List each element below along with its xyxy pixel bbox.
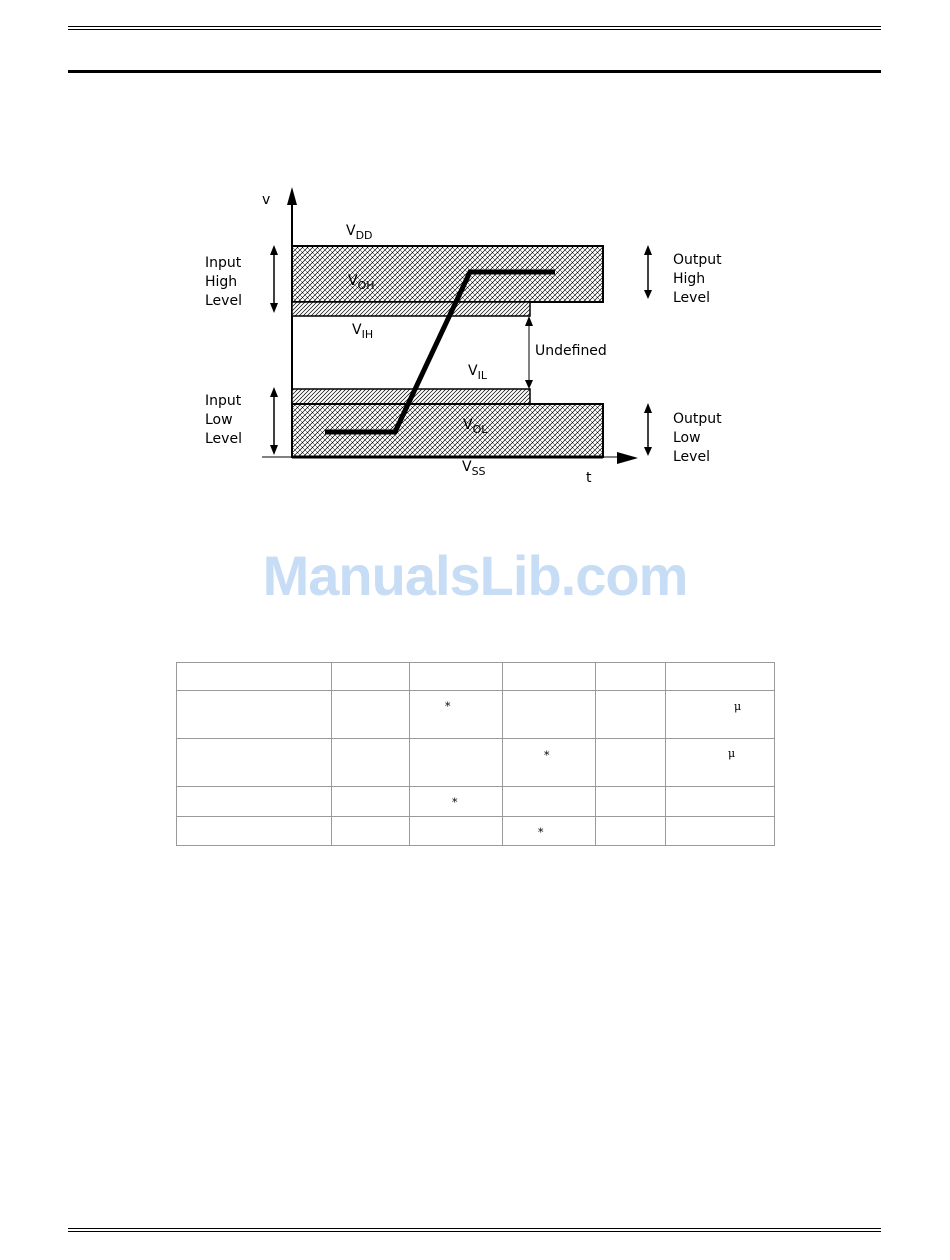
top-double-rule-2 [68,29,881,30]
output-high-arrow-up [644,245,652,255]
input-low-label: Input Low Level [205,393,242,447]
voh-label: $V_{OH}$ [348,273,375,292]
footer-double-rule-1 [68,1228,881,1229]
vil-label: $V_{IL}$ [468,363,487,382]
table-cell [596,691,666,739]
table-row [177,691,775,739]
table-cell: * [410,691,503,739]
table-cell: * [503,817,596,846]
table-cell [177,691,332,739]
table-cell [177,739,332,787]
table-cell [332,787,410,817]
output-low-arrow-down [644,447,652,456]
table-cell [177,663,332,691]
input-low-arrow-down [270,445,278,455]
table-cell [410,817,503,846]
table-cell: * [410,787,503,817]
table-cell [177,787,332,817]
undefined-arrow-up [525,316,533,326]
table-cell: μ [666,739,775,787]
table-cell [332,817,410,846]
undefined-arrow-down [525,380,533,389]
vss-label: $V_{SS}$ [462,459,486,478]
table-cell [596,739,666,787]
table-cell [410,739,503,787]
axis-t-label: t [586,470,592,486]
output-high-arrow-down [644,290,652,299]
axis-v-label: v [262,192,271,208]
input-high-band [292,302,530,316]
table-cell [503,663,596,691]
output-high-band [292,246,603,302]
spec-table [176,662,775,846]
input-high-arrow-down [270,303,278,313]
table-cell: μ [666,691,775,739]
table-cell [596,663,666,691]
vih-label: $V_{IH}$ [352,322,374,341]
v-axis-arrow [287,187,297,205]
vdd-label: $V_{DD}$ [346,223,373,242]
table-row [177,663,775,691]
table-cell [596,787,666,817]
table-cell [503,691,596,739]
table-cell: * [503,739,596,787]
table-row [177,817,775,846]
vol-label: $V_{OL}$ [463,417,488,436]
table-cell [332,739,410,787]
top-double-rule-1 [68,26,881,27]
output-low-arrow-up [644,403,652,413]
table-cell [332,691,410,739]
table-cell [596,817,666,846]
input-high-label: Input High Level [205,255,242,309]
table-cell [332,663,410,691]
table-cell [666,817,775,846]
footer-double-rule-2 [68,1231,881,1232]
table-cell [503,787,596,817]
undefined-label: Undefined [535,343,607,359]
input-high-arrow-up [270,245,278,255]
watermark: ManualsLib.com [262,544,688,607]
logic-level-diagram [180,175,740,495]
table-cell [666,787,775,817]
header-rule [68,70,881,73]
input-low-arrow-up [270,387,278,397]
output-high-label: Output High Level [673,252,722,306]
table-cell [666,663,775,691]
table-cell [410,663,503,691]
table-row [177,739,775,787]
t-axis-arrow [617,452,638,464]
table-row [177,787,775,817]
table-cell [177,817,332,846]
output-low-label: Output Low Level [673,411,722,465]
